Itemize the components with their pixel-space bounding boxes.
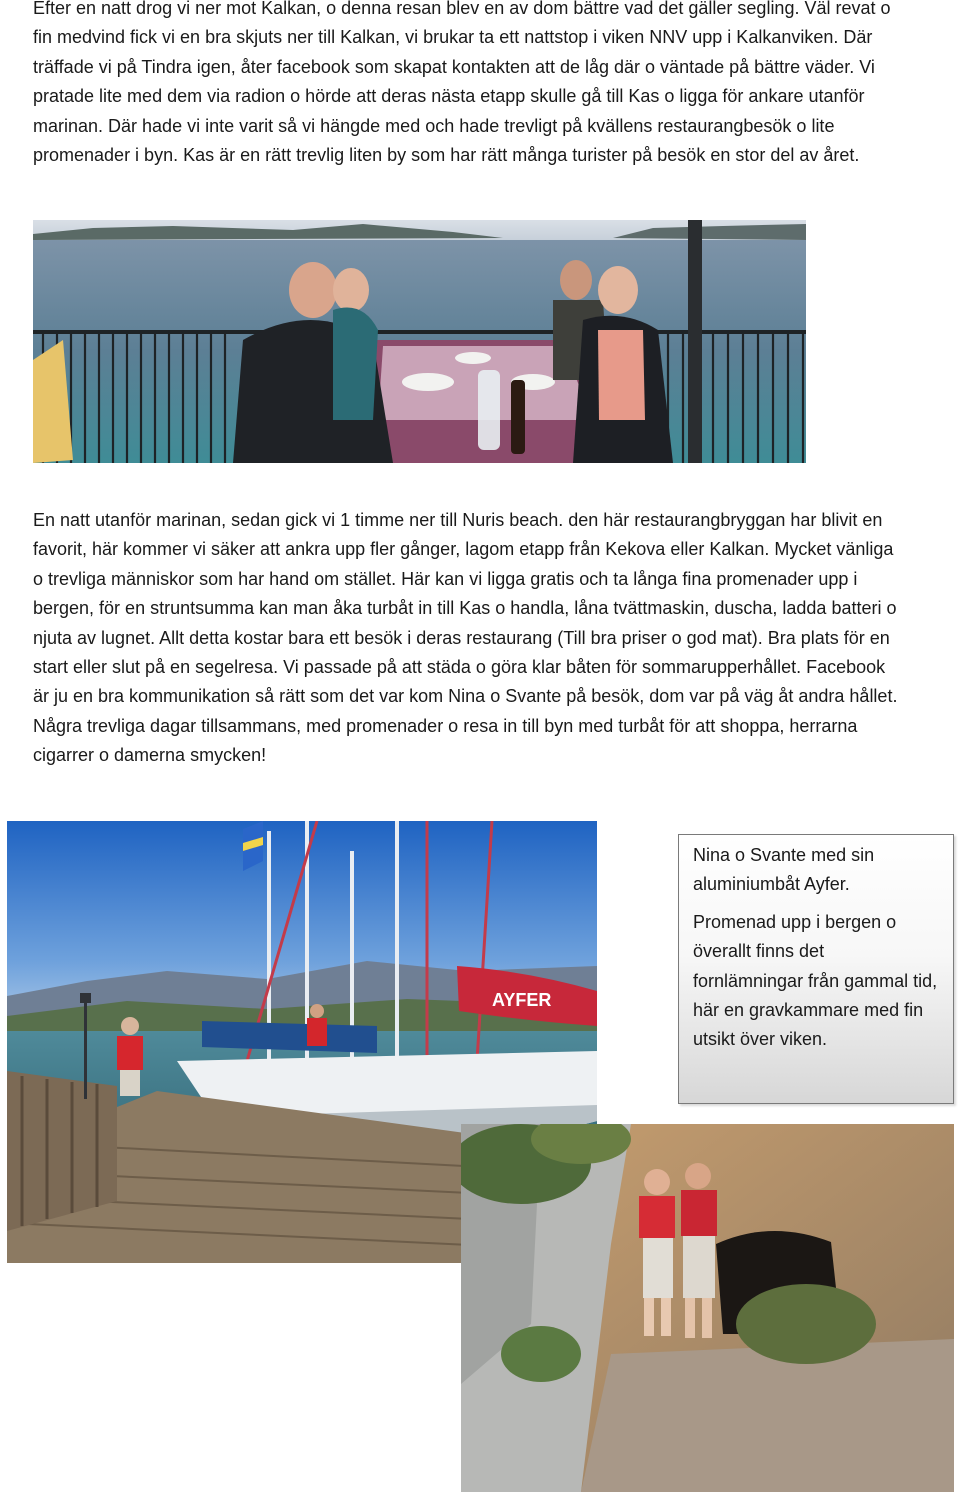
caption-burial-chamber: Promenad upp i bergen o överallt finns det fornlämningar från gammal tid, här en gravkammare med fin utsikt över viken.: [693, 911, 938, 1050]
paragraph-nuris-beach: En natt utanför marinan, sedan gick vi 1 timme ner till Nuris beach. den här restaurangbryggan har blivit en favorit, här kommer vi säker att ankra upp fler gånger, lagom etapp från Kekova eller Kalkan. Mycket vänliga o trevliga människor som har hand om stället. Här kan vi ligga gratis och ta långa fina promenader upp i bergen, för en struntsumma kan man åka turbåt in till Kas o handla, låna tvättmaskin, duscha, ladda batteri o njuta av lugnet. Allt detta kostar bara ett besök i deras restaurang (Till bra priser o god mat). Bra plats för en start eller slut på en segelresa. Vi passade på att städa o göra klar båten för sommarupperhållet. Facebook är ju en bra kommunikation så rätt som det var kom Nina o Svante på besök, dom var på väg åt andra hållet. Några trevliga dagar tillsammans, med promenader o resa in till byn med turbåt för att shoppa, herrarna cigarrer o damerna smycken!: [33, 510, 898, 766]
photo-cave-burial-chamber: [461, 1124, 954, 1492]
caption-ayfer: Nina o Svante med sin aluminiumbåt Ayfer.: [693, 845, 875, 895]
sail-name-label: AYFER: [492, 990, 552, 1010]
paragraph-kalkan: Efter en natt drog vi ner mot Kalkan, o denna resan blev en av dom bättre vad det gäller segling. Väl revat o fin medvind fick vi en bra skjuts ner till Kalkan, vi brukar ta ett nattstop i viken NNV upp i Kalkanviken. Där träffade vi på Tindra igen, åter facebook som skapat kontakten att de låg där o väntade på bättre väder. Vi pratade lite med dem via radion o hörde att deras nästa etapp skulle gå till Kas o ligga för ankare utanför marinan. Där hade vi inte varit så vi hängde med och hade trevligt på kvällens restaurangbesök o lite promenader i byn. Kas är en rätt trevlig liten by som har rätt många turister på besök en stor del av året.: [33, 0, 891, 166]
caption-box: [678, 834, 954, 1104]
photo-dinner-terrace: [33, 220, 806, 463]
